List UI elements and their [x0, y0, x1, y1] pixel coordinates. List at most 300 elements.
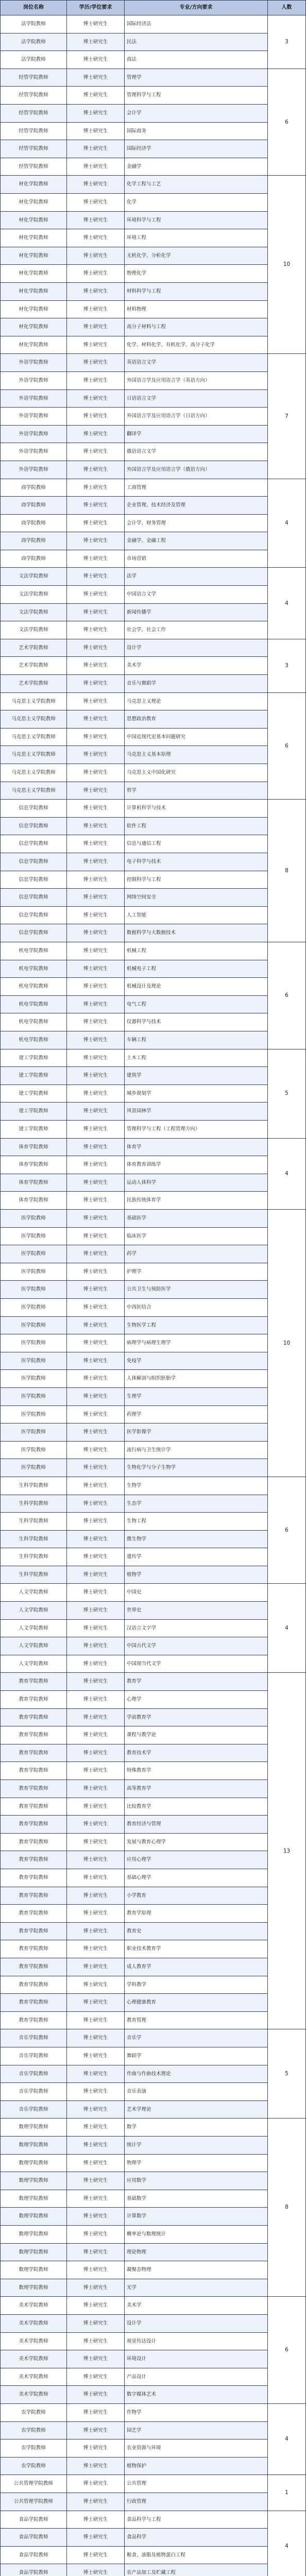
position-cell: 建工学院教师 [0, 1103, 67, 1121]
count-cell: 5 [268, 2029, 306, 2119]
degree-cell: 博士研究生 [67, 1709, 125, 1727]
position-cell: 教育学院教师 [0, 1976, 67, 1994]
degree-cell: 博士研究生 [67, 1905, 125, 1923]
position-cell: 美术学院教师 [0, 2315, 67, 2333]
degree-cell: 博士研究生 [67, 1013, 125, 1031]
degree-cell: 博士研究生 [67, 675, 125, 693]
major-cell: 生物医学工程 [125, 1317, 268, 1335]
degree-cell: 博士研究生 [67, 1174, 125, 1192]
degree-cell: 博士研究生 [67, 907, 125, 925]
position-cell: 信息学院教师 [0, 871, 67, 889]
degree-cell: 博士研究生 [67, 1423, 125, 1442]
degree-cell: 博士研究生 [67, 2511, 125, 2529]
position-cell: 教育学院教师 [0, 1691, 67, 1709]
major-cell: 食品科学与工程 [125, 2511, 268, 2529]
position-cell: 音乐学院教师 [0, 2047, 67, 2065]
degree-cell: 博士研究生 [67, 212, 125, 230]
major-cell: 数据科学与大数据技术 [125, 924, 268, 942]
degree-cell: 博士研究生 [67, 1299, 125, 1317]
degree-cell: 博士研究生 [67, 176, 125, 194]
degree-cell: 博士研究生 [67, 1887, 125, 1905]
position-cell: 体育学院教师 [0, 1192, 67, 1210]
major-cell: 建筑学 [125, 1067, 268, 1085]
major-cell: 生物学 [125, 1477, 268, 1495]
count-cell: 4 [268, 1139, 306, 1210]
position-cell: 数理学院教师 [0, 2208, 67, 2226]
degree-cell: 博士研究生 [67, 1566, 125, 1584]
degree-cell: 博士研究生 [67, 2439, 125, 2458]
degree-cell: 博士研究生 [67, 746, 125, 764]
degree-cell: 博士研究生 [67, 693, 125, 711]
position-cell: 文法学院教师 [0, 621, 67, 639]
degree-cell: 博士研究生 [67, 1210, 125, 1228]
degree-cell: 博士研究生 [67, 426, 125, 444]
position-cell: 经管学院教师 [0, 140, 67, 158]
major-cell: 农产品加工及贮藏工程 [125, 2564, 268, 2576]
degree-cell: 博士研究生 [67, 33, 125, 52]
position-cell: 机电学院教师 [0, 996, 67, 1014]
major-cell: 外国语言学及应用语言学（日语方向） [125, 408, 268, 426]
position-cell: 信息学院教师 [0, 889, 67, 907]
position-cell: 音乐学院教师 [0, 2029, 67, 2047]
major-cell: 微生物学 [125, 1531, 268, 1549]
major-cell: 马克思主义基本原理 [125, 746, 268, 764]
major-cell: 职业技术教育学 [125, 1940, 268, 1958]
position-cell: 材化学院教师 [0, 229, 67, 247]
position-cell: 文法学院教师 [0, 604, 67, 622]
degree-cell: 博士研究生 [67, 69, 125, 87]
major-cell: 管理科学与工程（工程管理方向） [125, 1121, 268, 1139]
major-cell: 高等教育学 [125, 1780, 268, 1798]
degree-cell: 博士研究生 [67, 2564, 125, 2576]
position-cell: 马克思主义学院教师 [0, 764, 67, 782]
position-cell: 外语学院教师 [0, 372, 67, 390]
degree-cell: 博士研究生 [67, 2368, 125, 2386]
major-cell: 电子科学与技术 [125, 853, 268, 871]
degree-cell: 博士研究生 [67, 1584, 125, 1602]
position-cell: 信息学院教师 [0, 924, 67, 942]
degree-cell: 博士研究生 [67, 1228, 125, 1246]
position-cell: 信息学院教师 [0, 800, 67, 818]
position-cell: 艺术学院教师 [0, 657, 67, 675]
major-cell: 生态学 [125, 1495, 268, 1513]
degree-cell: 博士研究生 [67, 1388, 125, 1406]
major-cell: 数字媒体艺术 [125, 2386, 268, 2404]
degree-cell: 博士研究生 [67, 1156, 125, 1174]
degree-cell: 博士研究生 [67, 15, 125, 33]
degree-cell: 博士研究生 [67, 2226, 125, 2244]
major-cell: 仪器科学与技术 [125, 1013, 268, 1031]
position-cell: 医学院教师 [0, 1352, 67, 1370]
major-cell: 比较教育学 [125, 1798, 268, 1816]
major-cell: 世界史 [125, 1602, 268, 1620]
position-cell: 美术学院教师 [0, 2368, 67, 2386]
degree-cell: 博士研究生 [67, 1067, 125, 1085]
position-cell: 医学院教师 [0, 1442, 67, 1460]
major-cell: 机械工程 [125, 942, 268, 960]
major-cell: 民法 [125, 33, 268, 52]
major-cell: 生理学 [125, 1388, 268, 1406]
degree-cell: 博士研究生 [67, 2029, 125, 2047]
major-cell: 管理学 [125, 69, 268, 87]
count-cell: 3 [268, 639, 306, 693]
degree-cell: 博士研究生 [67, 924, 125, 942]
position-cell: 医学院教师 [0, 1370, 67, 1388]
major-cell: 控制科学与工程 [125, 871, 268, 889]
major-cell: 会计学 [125, 105, 268, 123]
degree-cell: 博士研究生 [67, 2101, 125, 2119]
major-cell: 信息与通信工程 [125, 835, 268, 853]
degree-cell: 博士研究生 [67, 1869, 125, 1887]
position-cell: 医学院教师 [0, 1423, 67, 1442]
position-cell: 经管学院教师 [0, 69, 67, 87]
degree-cell: 博士研究生 [67, 835, 125, 853]
degree-cell: 博士研究生 [67, 2475, 125, 2493]
major-cell: 国际经济法 [125, 15, 268, 33]
degree-cell: 博士研究生 [67, 1263, 125, 1281]
degree-cell: 博士研究生 [67, 1958, 125, 1976]
degree-cell: 博士研究生 [67, 621, 125, 639]
position-cell: 法学院教师 [0, 33, 67, 52]
position-cell: 音乐学院教师 [0, 2101, 67, 2119]
major-cell: 中国古代文学 [125, 1637, 268, 1655]
position-cell: 体育学院教师 [0, 1174, 67, 1192]
degree-cell: 博士研究生 [67, 336, 125, 354]
position-cell: 生科学院教师 [0, 1531, 67, 1549]
position-cell: 外语学院教师 [0, 354, 67, 372]
position-cell: 外语学院教师 [0, 443, 67, 461]
position-cell: 外语学院教师 [0, 426, 67, 444]
major-cell: 遗传学 [125, 1548, 268, 1566]
major-cell: 药学 [125, 1245, 268, 1263]
degree-cell: 博士研究生 [67, 1334, 125, 1352]
degree-cell: 博士研究生 [67, 871, 125, 889]
major-cell: 产品设计 [125, 2368, 268, 2386]
position-cell: 体育学院教师 [0, 1156, 67, 1174]
degree-cell: 博士研究生 [67, 1459, 125, 1477]
position-cell: 数理学院教师 [0, 2261, 67, 2279]
position-cell: 生科学院教师 [0, 1477, 67, 1495]
major-cell: 植物保护 [125, 2458, 268, 2476]
degree-cell: 博士研究生 [67, 1691, 125, 1709]
position-cell: 文法学院教师 [0, 586, 67, 604]
position-cell: 材化学院教师 [0, 247, 67, 265]
degree-cell: 博士研究生 [67, 800, 125, 818]
degree-cell: 博士研究生 [67, 1744, 125, 1762]
position-cell: 公共管理学院教师 [0, 2475, 67, 2493]
position-cell: 生科学院教师 [0, 1548, 67, 1566]
degree-cell: 博士研究生 [67, 497, 125, 515]
position-cell: 教育学院教师 [0, 1744, 67, 1762]
major-cell: 俄语语言文学 [125, 443, 268, 461]
major-cell: 化学、材料化学、有机化学、高分子化学 [125, 336, 268, 354]
position-cell: 商学院教师 [0, 515, 67, 533]
position-cell: 数理学院教师 [0, 2172, 67, 2190]
position-cell: 美术学院教师 [0, 2386, 67, 2404]
major-cell: 环境设计 [125, 2350, 268, 2368]
major-cell: 植物学 [125, 1566, 268, 1584]
major-cell: 公共卫生与预防医学 [125, 1281, 268, 1299]
major-cell: 外国语言学及应用语言学（英语方向） [125, 372, 268, 390]
position-cell: 外语学院教师 [0, 408, 67, 426]
major-cell: 公共管理 [125, 2475, 268, 2493]
major-cell: 统计学 [125, 2137, 268, 2155]
degree-cell: 博士研究生 [67, 1994, 125, 2012]
position-cell: 商学院教师 [0, 497, 67, 515]
major-cell: 教育技术学 [125, 1744, 268, 1762]
position-cell: 农学院教师 [0, 2404, 67, 2422]
major-cell: 材料物理 [125, 301, 268, 319]
major-cell: 凝聚态物理 [125, 2261, 268, 2279]
position-cell: 教育学院教师 [0, 1905, 67, 1923]
degree-cell: 博士研究生 [67, 568, 125, 586]
major-cell: 体育教育训练学 [125, 1156, 268, 1174]
degree-cell: 博士研究生 [67, 1085, 125, 1103]
major-cell: 生物工程 [125, 1513, 268, 1531]
major-cell: 设计学 [125, 2315, 268, 2333]
position-cell: 材化学院教师 [0, 336, 67, 354]
degree-cell: 博士研究生 [67, 2261, 125, 2279]
major-cell: 化学工程与工艺 [125, 176, 268, 194]
degree-cell: 博士研究生 [67, 247, 125, 265]
degree-cell: 博士研究生 [67, 2208, 125, 2226]
degree-cell: 博士研究生 [67, 1976, 125, 1994]
position-cell: 机电学院教师 [0, 1013, 67, 1031]
position-cell: 医学院教师 [0, 1459, 67, 1477]
degree-cell: 博士研究生 [67, 1352, 125, 1370]
position-cell: 数理学院教师 [0, 2137, 67, 2155]
major-cell: 网络空间安全 [125, 889, 268, 907]
degree-cell: 博士研究生 [67, 515, 125, 533]
major-cell: 临床医学 [125, 1228, 268, 1246]
position-cell: 材化学院教师 [0, 265, 67, 283]
degree-cell: 博士研究生 [67, 140, 125, 158]
major-cell: 教育学原理 [125, 1905, 268, 1923]
position-cell: 生科学院教师 [0, 1513, 67, 1531]
major-cell: 艺术学理论 [125, 2101, 268, 2119]
major-cell: 商法 [125, 51, 268, 69]
count-cell: 6 [268, 1477, 306, 1584]
major-cell: 药理学 [125, 1406, 268, 1424]
major-cell: 美术学 [125, 2297, 268, 2315]
major-cell: 小学教育 [125, 1887, 268, 1905]
degree-cell: 博士研究生 [67, 194, 125, 212]
major-cell: 护理学 [125, 1263, 268, 1281]
major-cell: 应用心理学 [125, 1851, 268, 1869]
degree-cell: 博士研究生 [67, 2083, 125, 2101]
position-cell: 商学院教师 [0, 550, 67, 568]
position-cell: 农学院教师 [0, 2422, 67, 2440]
major-cell: 心理学 [125, 1691, 268, 1709]
position-cell: 信息学院教师 [0, 818, 67, 836]
position-cell: 美术学院教师 [0, 2350, 67, 2368]
degree-cell: 博士研究生 [67, 1281, 125, 1299]
major-cell: 外国语言学及应用语言学（俄语方向） [125, 461, 268, 479]
count-cell: 8 [268, 2119, 306, 2297]
degree-cell: 博士研究生 [67, 1513, 125, 1531]
degree-cell: 博士研究生 [67, 550, 125, 568]
major-cell: 民族传统体育学 [125, 1192, 268, 1210]
count-cell: 10 [268, 1210, 306, 1477]
major-cell: 化学 [125, 194, 268, 212]
major-cell: 城乡规划学 [125, 1085, 268, 1103]
count-cell: 13 [268, 1673, 306, 2029]
degree-cell: 博士研究生 [67, 2119, 125, 2137]
degree-cell: 博士研究生 [67, 408, 125, 426]
major-cell: 马克思主义理论 [125, 693, 268, 711]
position-cell: 教育学院教师 [0, 1673, 67, 1691]
position-cell: 数理学院教师 [0, 2244, 67, 2262]
degree-cell: 博士研究生 [67, 354, 125, 372]
major-cell: 粮食、油脂及植物蛋白工程 [125, 2547, 268, 2565]
header-major: 专业/方向要求 [125, 0, 268, 15]
degree-cell: 博士研究生 [67, 978, 125, 996]
degree-cell: 博士研究生 [67, 479, 125, 497]
position-cell: 经管学院教师 [0, 105, 67, 123]
degree-cell: 博士研究生 [67, 2047, 125, 2065]
position-cell: 美术学院教师 [0, 2333, 67, 2351]
position-cell: 教育学院教师 [0, 1709, 67, 1727]
major-cell: 土木工程 [125, 1049, 268, 1067]
count-cell: 4 [268, 568, 306, 639]
major-cell: 光学 [125, 2279, 268, 2297]
position-cell: 食品学院教师 [0, 2547, 67, 2565]
degree-cell: 博士研究生 [67, 2315, 125, 2333]
major-cell: 机械电子工程 [125, 960, 268, 978]
major-cell: 基础医学 [125, 1210, 268, 1228]
degree-cell: 博士研究生 [67, 87, 125, 105]
position-cell: 经管学院教师 [0, 87, 67, 105]
major-cell: 日语语言文学 [125, 390, 268, 408]
position-cell: 农学院教师 [0, 2439, 67, 2458]
degree-cell: 博士研究生 [67, 1798, 125, 1816]
position-cell: 医学院教师 [0, 1406, 67, 1424]
major-cell: 材料科学与工程 [125, 283, 268, 301]
degree-cell: 博士研究生 [67, 1031, 125, 1049]
degree-cell: 博士研究生 [67, 1816, 125, 1834]
major-cell: 风景园林学 [125, 1103, 268, 1121]
position-cell: 材化学院教师 [0, 318, 67, 336]
major-cell: 中西医结合 [125, 1299, 268, 1317]
degree-cell: 博士研究生 [67, 2333, 125, 2351]
position-cell: 数理学院教师 [0, 2155, 67, 2173]
major-cell: 市场营销 [125, 550, 268, 568]
degree-cell: 博士研究生 [67, 2386, 125, 2404]
major-cell: 物理学 [125, 2155, 268, 2173]
major-cell: 高分子材料与工程 [125, 318, 268, 336]
position-cell: 人文学院教师 [0, 1584, 67, 1602]
degree-cell: 博士研究生 [67, 1121, 125, 1139]
degree-cell: 博士研究生 [67, 1103, 125, 1121]
major-cell: 国际商务 [125, 123, 268, 141]
position-cell: 教育学院教师 [0, 1834, 67, 1852]
major-cell: 成人教育学 [125, 1958, 268, 1976]
degree-cell: 博士研究生 [67, 942, 125, 960]
major-cell: 物理化学 [125, 265, 268, 283]
degree-cell: 博士研究生 [67, 123, 125, 141]
major-cell: 汉语言文字学 [125, 1620, 268, 1638]
position-cell: 教育学院教师 [0, 1780, 67, 1798]
major-cell: 机械设计及理论 [125, 978, 268, 996]
count-cell: 6 [268, 2297, 306, 2404]
degree-cell: 博士研究生 [67, 728, 125, 747]
major-cell: 教育管理 [125, 2012, 268, 2030]
position-cell: 医学院教师 [0, 1210, 67, 1228]
degree-cell: 博士研究生 [67, 2350, 125, 2368]
major-cell: 美术学 [125, 657, 268, 675]
major-cell: 作曲与作曲技术理论 [125, 2065, 268, 2083]
position-cell: 信息学院教师 [0, 853, 67, 871]
major-cell: 无机化学、分析化学 [125, 247, 268, 265]
position-cell: 医学院教师 [0, 1263, 67, 1281]
major-cell: 思想政治教育 [125, 710, 268, 728]
major-cell: 舞蹈学 [125, 2047, 268, 2065]
position-cell: 教育学院教师 [0, 1958, 67, 1976]
degree-cell: 博士研究生 [67, 1940, 125, 1958]
major-cell: 社会学、社会工作 [125, 621, 268, 639]
position-cell: 马克思主义学院教师 [0, 693, 67, 711]
degree-cell: 博士研究生 [67, 1548, 125, 1566]
position-cell: 建工学院教师 [0, 1121, 67, 1139]
count-cell: 4 [268, 2511, 306, 2576]
major-cell: 计算数学 [125, 2208, 268, 2226]
degree-cell: 博士研究生 [67, 461, 125, 479]
major-cell: 园艺学 [125, 2422, 268, 2440]
major-cell: 病理学与病理生理学 [125, 1334, 268, 1352]
degree-cell: 博士研究生 [67, 318, 125, 336]
degree-cell: 博士研究生 [67, 764, 125, 782]
degree-cell: 博士研究生 [67, 782, 125, 800]
degree-cell: 博士研究生 [67, 2493, 125, 2511]
degree-cell: 博士研究生 [67, 1317, 125, 1335]
position-cell: 商学院教师 [0, 479, 67, 497]
degree-cell: 博士研究生 [67, 960, 125, 978]
degree-cell: 博士研究生 [67, 1851, 125, 1869]
major-cell: 会计学、财务管理 [125, 515, 268, 533]
position-cell: 人文学院教师 [0, 1602, 67, 1620]
position-cell: 马克思主义学院教师 [0, 782, 67, 800]
position-cell: 法学院教师 [0, 15, 67, 33]
position-cell: 教育学院教师 [0, 1923, 67, 1941]
degree-cell: 博士研究生 [67, 657, 125, 675]
degree-cell: 博士研究生 [67, 1370, 125, 1388]
position-cell: 食品学院教师 [0, 2529, 67, 2547]
degree-cell: 博士研究生 [67, 889, 125, 907]
major-cell: 农业资源与环境 [125, 2439, 268, 2458]
header-degree: 学历/学位要求 [67, 0, 125, 15]
degree-cell: 博士研究生 [67, 1726, 125, 1744]
degree-cell: 博士研究生 [67, 2547, 125, 2565]
major-cell: 金融学 [125, 158, 268, 176]
degree-cell: 博士研究生 [67, 2404, 125, 2422]
major-cell: 金融学、金融工程 [125, 532, 268, 550]
degree-cell: 博士研究生 [67, 853, 125, 871]
position-cell: 人文学院教师 [0, 1620, 67, 1638]
degree-cell: 博士研究生 [67, 1245, 125, 1263]
major-cell: 学前教育学 [125, 1709, 268, 1727]
position-cell: 医学院教师 [0, 1245, 67, 1263]
count-cell: 6 [268, 69, 306, 176]
count-cell: 4 [268, 1584, 306, 1673]
degree-cell: 博士研究生 [67, 1442, 125, 1460]
major-cell: 中国语言文学 [125, 586, 268, 604]
degree-cell: 博士研究生 [67, 1762, 125, 1780]
major-cell: 理论物理 [125, 2244, 268, 2262]
major-cell: 教育史 [125, 1923, 268, 1941]
position-cell: 机电学院教师 [0, 978, 67, 996]
major-cell: 课程与教学论 [125, 1726, 268, 1744]
degree-cell: 博士研究生 [67, 1049, 125, 1067]
